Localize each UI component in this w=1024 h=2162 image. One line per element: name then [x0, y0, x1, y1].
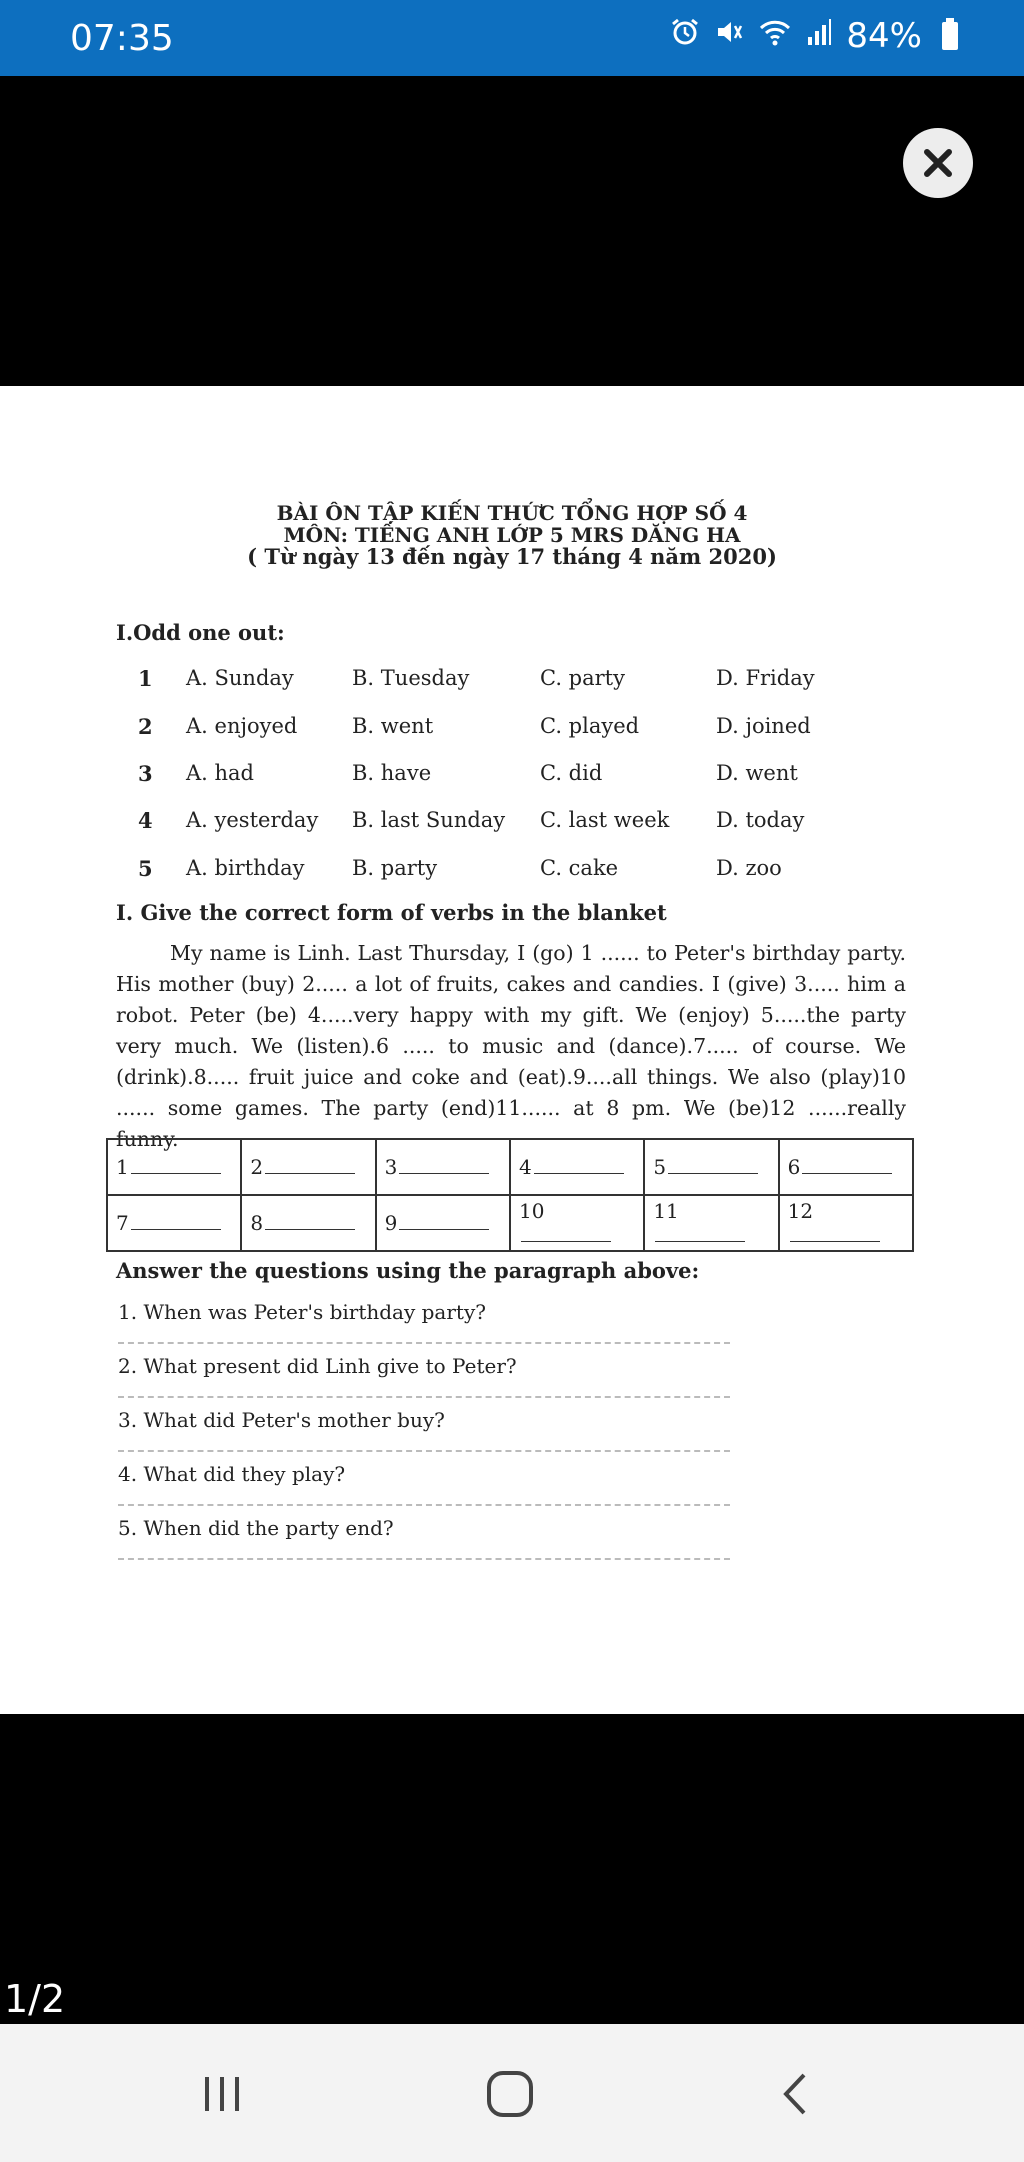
- section-questions-title: Answer the questions using the paragraph above:: [116, 1258, 700, 1283]
- answer-cell: 10: [510, 1195, 644, 1251]
- answer-cell: 4: [510, 1139, 644, 1195]
- recent-apps-button[interactable]: [182, 2054, 262, 2134]
- odd-row-number: 2: [138, 714, 153, 739]
- question-item: 1. When was Peter's birthday party?: [118, 1300, 486, 1324]
- verb-paragraph-text: My name is Linh. Last Thursday, I (go) 1 ...... to Peter's birthday party. His mother (buy) 2..... a lot of fruits, cakes and candies. I (give) 3..... him a robot. Peter (be) 4.....very happy with my gift. We (enjoy) 5.....the party very much. We (listen).6 ..... to music and (dance).7..... of course. We (drink).8..... fruit juice and coke and (eat).9....all things. We also (play)10 ...... some games. The party (end)11...... at 8 pm. We (be)12 ......really funny.: [116, 941, 906, 1151]
- answer-table: [106, 1138, 914, 1252]
- odd-option-d: D. zoo: [716, 856, 782, 880]
- answer-cell: 8: [241, 1195, 375, 1251]
- battery-percent: 84%: [846, 16, 922, 56]
- mute-icon: [714, 16, 744, 56]
- odd-option-d: D. went: [716, 761, 798, 785]
- odd-option-c: C. did: [540, 761, 603, 785]
- odd-option-a: A. Sunday: [186, 666, 294, 690]
- odd-option-d: D. today: [716, 808, 805, 832]
- answer-cell: 9: [376, 1195, 510, 1251]
- answer-dotted-line: [118, 1396, 730, 1398]
- answer-cell: 3: [376, 1139, 510, 1195]
- status-bar: [0, 0, 1024, 76]
- odd-option-c: C. party: [540, 666, 625, 690]
- close-icon: [921, 146, 955, 180]
- odd-row: [138, 808, 898, 838]
- odd-option-a: A. had: [186, 761, 255, 785]
- odd-row: [138, 856, 898, 886]
- question-item: 3. What did Peter's mother buy?: [118, 1408, 445, 1432]
- odd-option-d: D. joined: [716, 714, 811, 738]
- odd-option-b: B. Tuesday: [352, 666, 470, 690]
- section-odd-one-out-title: I.Odd one out:: [116, 620, 285, 645]
- odd-row-number: 5: [138, 856, 153, 881]
- answer-dotted-line: [118, 1342, 730, 1344]
- answer-dotted-line: [118, 1558, 730, 1560]
- odd-option-d: D. Friday: [716, 666, 815, 690]
- odd-option-b: B. last Sunday: [352, 808, 506, 832]
- doc-title-line-3: ( Từ ngày 13 đến ngày 17 tháng 4 năm 2020): [247, 544, 777, 569]
- document-page: [0, 386, 1024, 1714]
- answer-cell: 6: [779, 1139, 913, 1195]
- answer-cell: 11: [644, 1195, 778, 1251]
- alarm-icon: [670, 16, 700, 56]
- home-button[interactable]: [470, 2054, 550, 2134]
- doc-title-line-2: MÔN: TIẾNG ANH LỚP 5 MRS DĂNG HA: [283, 523, 741, 547]
- doc-title-line-1: BÀI ÔN TẬP KIẾN THỨC TỔNG HỢP SỐ 4: [276, 501, 748, 525]
- odd-option-c: C. last week: [540, 808, 670, 832]
- table-row: [107, 1195, 913, 1251]
- status-time: 07:35: [70, 18, 174, 59]
- page-indicator: 1/2: [4, 1977, 66, 2021]
- odd-option-b: B. have: [352, 761, 432, 785]
- question-item: 4. What did they play?: [118, 1462, 346, 1486]
- battery-icon: [942, 22, 958, 50]
- odd-option-c: C. cake: [540, 856, 619, 880]
- section-verbs-title: I. Give the correct form of verbs in the blanket: [116, 900, 667, 925]
- table-row: [107, 1139, 913, 1195]
- answer-cell: 2: [241, 1139, 375, 1195]
- odd-option-a: A. enjoyed: [186, 714, 298, 738]
- odd-option-b: B. went: [352, 714, 434, 738]
- wifi-icon: [758, 16, 792, 56]
- viewer-bottom-area: [0, 1714, 1024, 2024]
- odd-option-a: A. birthday: [186, 856, 305, 880]
- answer-cell: 5: [644, 1139, 778, 1195]
- navigation-bar: [0, 2024, 1024, 2162]
- odd-row: [138, 761, 898, 791]
- answer-dotted-line: [118, 1450, 730, 1452]
- odd-row-number: 1: [138, 666, 153, 691]
- question-item: 5. When did the party end?: [118, 1516, 394, 1540]
- answer-cell: 1: [107, 1139, 241, 1195]
- odd-row: [138, 666, 898, 696]
- signal-icon: [806, 16, 832, 56]
- odd-option-a: A. yesterday: [186, 808, 319, 832]
- odd-row-number: 3: [138, 761, 153, 786]
- verb-paragraph: [116, 938, 906, 1155]
- close-button[interactable]: [903, 128, 973, 198]
- home-icon: [483, 2067, 537, 2121]
- answer-dotted-line: [118, 1504, 730, 1506]
- odd-option-c: C. played: [540, 714, 640, 738]
- answer-cell: 12: [779, 1195, 913, 1251]
- odd-option-b: B. party: [352, 856, 438, 880]
- recent-apps-icon: [197, 2071, 247, 2117]
- status-icons: [670, 16, 958, 56]
- back-icon: [776, 2069, 816, 2119]
- odd-row: [138, 714, 898, 744]
- answer-cell: 7: [107, 1195, 241, 1251]
- question-item: 2. What present did Linh give to Peter?: [118, 1354, 517, 1378]
- odd-row-number: 4: [138, 808, 153, 833]
- document-content: [0, 386, 1024, 1714]
- back-button[interactable]: [756, 2054, 836, 2134]
- viewer-top-area: [0, 76, 1024, 386]
